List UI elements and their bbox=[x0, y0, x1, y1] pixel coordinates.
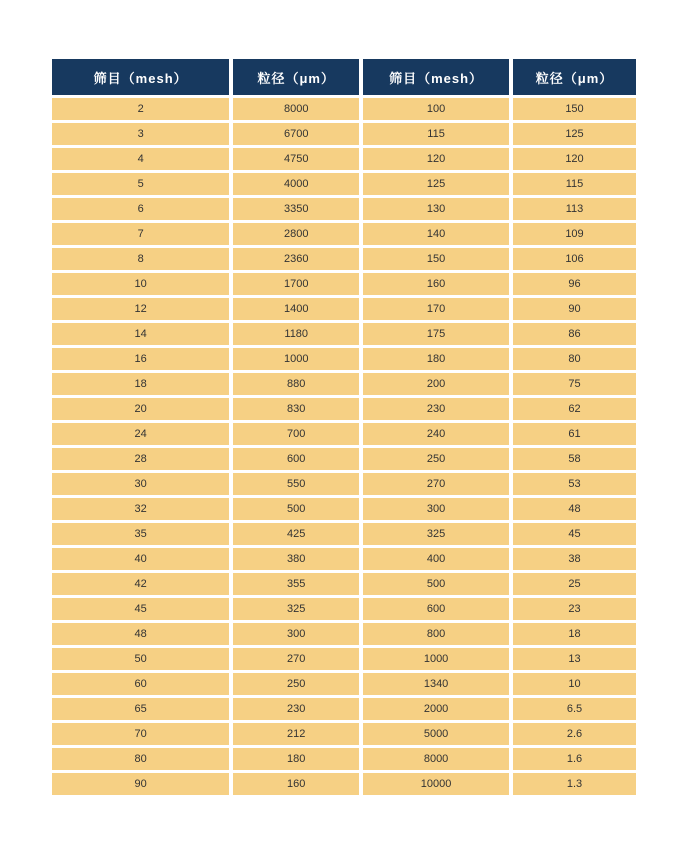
cell-mesh-left: 60 bbox=[52, 673, 229, 695]
cell-size-left: 600 bbox=[233, 448, 359, 470]
table-row bbox=[52, 173, 636, 195]
table-row bbox=[52, 198, 636, 220]
cell-mesh-left: 30 bbox=[52, 473, 229, 495]
cell-size-right: 1.6 bbox=[513, 748, 636, 770]
table-row bbox=[52, 348, 636, 370]
cell-mesh-right: 600 bbox=[363, 598, 509, 620]
cell-mesh-right: 180 bbox=[363, 348, 509, 370]
cell-mesh-left: 32 bbox=[52, 498, 229, 520]
cell-mesh-right: 300 bbox=[363, 498, 509, 520]
cell-mesh-left: 3 bbox=[52, 123, 229, 145]
cell-mesh-left: 7 bbox=[52, 223, 229, 245]
cell-size-left: 2360 bbox=[233, 248, 359, 270]
cell-size-right: 58 bbox=[513, 448, 636, 470]
cell-size-left: 325 bbox=[233, 598, 359, 620]
cell-mesh-right: 325 bbox=[363, 523, 509, 545]
cell-size-left: 300 bbox=[233, 623, 359, 645]
cell-mesh-left: 45 bbox=[52, 598, 229, 620]
cell-size-right: 125 bbox=[513, 123, 636, 145]
cell-size-right: 13 bbox=[513, 648, 636, 670]
cell-mesh-left: 28 bbox=[52, 448, 229, 470]
cell-size-left: 250 bbox=[233, 673, 359, 695]
cell-mesh-right: 5000 bbox=[363, 723, 509, 745]
table-row bbox=[52, 148, 636, 170]
cell-mesh-left: 40 bbox=[52, 548, 229, 570]
cell-size-left: 355 bbox=[233, 573, 359, 595]
cell-mesh-right: 100 bbox=[363, 98, 509, 120]
cell-size-right: 6.5 bbox=[513, 698, 636, 720]
cell-size-left: 1400 bbox=[233, 298, 359, 320]
cell-size-left: 4750 bbox=[233, 148, 359, 170]
cell-size-right: 10 bbox=[513, 673, 636, 695]
cell-size-left: 380 bbox=[233, 548, 359, 570]
cell-mesh-right: 2000 bbox=[363, 698, 509, 720]
table-row bbox=[52, 498, 636, 520]
cell-size-left: 1180 bbox=[233, 323, 359, 345]
table-header-row bbox=[52, 59, 636, 95]
cell-size-left: 3350 bbox=[233, 198, 359, 220]
table-row bbox=[52, 123, 636, 145]
cell-mesh-left: 35 bbox=[52, 523, 229, 545]
mesh-size-conversion-table bbox=[48, 56, 640, 798]
cell-mesh-right: 125 bbox=[363, 173, 509, 195]
cell-size-left: 830 bbox=[233, 398, 359, 420]
cell-mesh-right: 170 bbox=[363, 298, 509, 320]
cell-mesh-left: 20 bbox=[52, 398, 229, 420]
table-row bbox=[52, 573, 636, 595]
cell-mesh-right: 115 bbox=[363, 123, 509, 145]
cell-size-right: 23 bbox=[513, 598, 636, 620]
cell-size-right: 45 bbox=[513, 523, 636, 545]
cell-mesh-left: 16 bbox=[52, 348, 229, 370]
table-row bbox=[52, 523, 636, 545]
table-row bbox=[52, 223, 636, 245]
cell-size-right: 2.6 bbox=[513, 723, 636, 745]
table-row bbox=[52, 423, 636, 445]
cell-mesh-right: 8000 bbox=[363, 748, 509, 770]
cell-size-right: 120 bbox=[513, 148, 636, 170]
cell-mesh-left: 65 bbox=[52, 698, 229, 720]
table-row bbox=[52, 698, 636, 720]
cell-mesh-left: 4 bbox=[52, 148, 229, 170]
cell-size-right: 53 bbox=[513, 473, 636, 495]
cell-size-right: 38 bbox=[513, 548, 636, 570]
cell-mesh-right: 140 bbox=[363, 223, 509, 245]
cell-size-right: 62 bbox=[513, 398, 636, 420]
table-row bbox=[52, 748, 636, 770]
cell-size-right: 150 bbox=[513, 98, 636, 120]
cell-mesh-right: 230 bbox=[363, 398, 509, 420]
cell-size-left: 4000 bbox=[233, 173, 359, 195]
cell-size-left: 700 bbox=[233, 423, 359, 445]
table-row bbox=[52, 323, 636, 345]
cell-mesh-right: 200 bbox=[363, 373, 509, 395]
cell-mesh-left: 14 bbox=[52, 323, 229, 345]
cell-mesh-left: 42 bbox=[52, 573, 229, 595]
cell-size-left: 1000 bbox=[233, 348, 359, 370]
table-row bbox=[52, 673, 636, 695]
column-header-mesh-right: 筛目（mesh） bbox=[363, 59, 509, 95]
cell-mesh-left: 2 bbox=[52, 98, 229, 120]
table-row bbox=[52, 648, 636, 670]
table-row bbox=[52, 398, 636, 420]
cell-size-left: 500 bbox=[233, 498, 359, 520]
column-header-size-right: 粒径（μm） bbox=[513, 59, 636, 95]
table-row bbox=[52, 548, 636, 570]
table-row bbox=[52, 723, 636, 745]
cell-mesh-right: 270 bbox=[363, 473, 509, 495]
cell-mesh-right: 10000 bbox=[363, 773, 509, 795]
cell-size-left: 425 bbox=[233, 523, 359, 545]
cell-size-right: 106 bbox=[513, 248, 636, 270]
cell-size-right: 96 bbox=[513, 273, 636, 295]
cell-mesh-right: 240 bbox=[363, 423, 509, 445]
cell-size-left: 550 bbox=[233, 473, 359, 495]
cell-size-left: 880 bbox=[233, 373, 359, 395]
cell-mesh-right: 150 bbox=[363, 248, 509, 270]
cell-mesh-right: 1000 bbox=[363, 648, 509, 670]
cell-mesh-right: 175 bbox=[363, 323, 509, 345]
cell-mesh-left: 8 bbox=[52, 248, 229, 270]
table-row bbox=[52, 448, 636, 470]
cell-size-right: 86 bbox=[513, 323, 636, 345]
cell-mesh-right: 250 bbox=[363, 448, 509, 470]
cell-size-left: 230 bbox=[233, 698, 359, 720]
cell-size-right: 25 bbox=[513, 573, 636, 595]
cell-size-right: 115 bbox=[513, 173, 636, 195]
cell-size-left: 2800 bbox=[233, 223, 359, 245]
cell-size-left: 180 bbox=[233, 748, 359, 770]
cell-mesh-left: 70 bbox=[52, 723, 229, 745]
table-row bbox=[52, 373, 636, 395]
cell-mesh-left: 24 bbox=[52, 423, 229, 445]
cell-size-right: 109 bbox=[513, 223, 636, 245]
table-row bbox=[52, 598, 636, 620]
cell-mesh-left: 12 bbox=[52, 298, 229, 320]
column-header-size-left: 粒径（μm） bbox=[233, 59, 359, 95]
cell-mesh-left: 48 bbox=[52, 623, 229, 645]
table-row bbox=[52, 623, 636, 645]
table-row bbox=[52, 298, 636, 320]
table-body bbox=[52, 98, 636, 795]
cell-size-right: 90 bbox=[513, 298, 636, 320]
cell-size-right: 61 bbox=[513, 423, 636, 445]
cell-size-left: 212 bbox=[233, 723, 359, 745]
table-row bbox=[52, 98, 636, 120]
cell-mesh-left: 80 bbox=[52, 748, 229, 770]
cell-size-right: 75 bbox=[513, 373, 636, 395]
cell-mesh-right: 130 bbox=[363, 198, 509, 220]
mesh-size-conversion-table-wrap bbox=[48, 56, 640, 798]
cell-mesh-right: 800 bbox=[363, 623, 509, 645]
cell-size-left: 6700 bbox=[233, 123, 359, 145]
cell-mesh-right: 120 bbox=[363, 148, 509, 170]
table-row bbox=[52, 248, 636, 270]
cell-size-left: 1700 bbox=[233, 273, 359, 295]
table-row bbox=[52, 773, 636, 795]
table-row bbox=[52, 473, 636, 495]
column-header-mesh-left: 筛目（mesh） bbox=[52, 59, 229, 95]
cell-size-right: 80 bbox=[513, 348, 636, 370]
cell-mesh-left: 6 bbox=[52, 198, 229, 220]
cell-mesh-left: 50 bbox=[52, 648, 229, 670]
cell-mesh-left: 90 bbox=[52, 773, 229, 795]
cell-size-right: 18 bbox=[513, 623, 636, 645]
cell-mesh-right: 160 bbox=[363, 273, 509, 295]
cell-mesh-left: 18 bbox=[52, 373, 229, 395]
cell-mesh-right: 1340 bbox=[363, 673, 509, 695]
cell-mesh-left: 5 bbox=[52, 173, 229, 195]
cell-size-left: 8000 bbox=[233, 98, 359, 120]
cell-size-left: 160 bbox=[233, 773, 359, 795]
table-row bbox=[52, 273, 636, 295]
cell-mesh-left: 10 bbox=[52, 273, 229, 295]
cell-size-right: 48 bbox=[513, 498, 636, 520]
cell-size-left: 270 bbox=[233, 648, 359, 670]
cell-size-right: 1.3 bbox=[513, 773, 636, 795]
cell-mesh-right: 400 bbox=[363, 548, 509, 570]
cell-mesh-right: 500 bbox=[363, 573, 509, 595]
cell-size-right: 113 bbox=[513, 198, 636, 220]
